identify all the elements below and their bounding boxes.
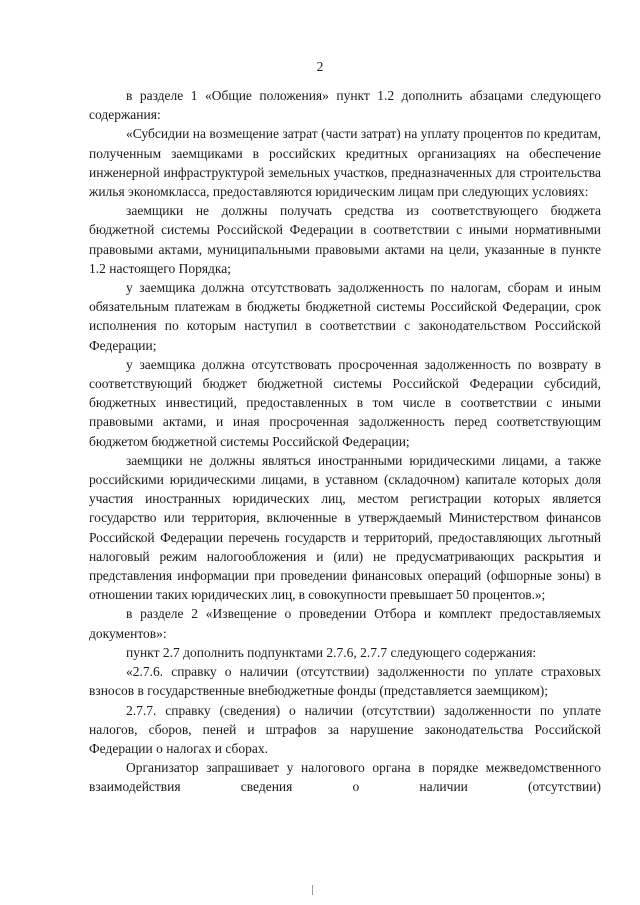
paragraph-clause-2-7-6: «2.7.6. справку о наличии (отсутствии) задолженности по уплате страховых взносов в государственные внебюджетные фонды (представляется заемщиком); bbox=[89, 664, 601, 699]
paragraph-section2-intro: в разделе 2 «Извещение о проведении Отбора и комплект предоставляемых документов»: bbox=[89, 606, 601, 641]
paragraph-condition-no-budget-funds: заемщики не должны получать средства из соответствующего бюджета бюджетной системы Российской Федерации в соответствии с иными нормативными правовыми актами, муниципальными правовыми актами на цели, указанные в пункте 1.2 настоящего Порядка; bbox=[89, 203, 601, 276]
paragraph-organizer-request: Организатор запрашивает у налогового органа в порядке межведомственного взаимодействия сведения о наличии (отсутствии) bbox=[89, 760, 601, 795]
paragraph-condition-not-foreign: заемщики не должны являться иностранными юридическими лицами, а также российскими юридическими лицами, в уставном (складочном) капитале которых доля участия иностранных юридических лиц, местом регистрации которых является государство или территория, включенные в утверждаемый Министерством финансов Российской Федерации перечень государств и территорий, предоставляющих льготный налоговый режим налогообложения и (или) не предусматривающих раскрытия и представления информации при проведении финансовых операций (офшорные зоны) в отношении таких юридических лиц, в совокупности превышает 50 процентов.»; bbox=[89, 452, 601, 603]
paragraph-condition-no-overdue-debt: у заемщика должна отсутствовать просроченная задолженность по возврату в соответствующий бюджет бюджетной системы Российской Федерации субсидий, бюджетных инвестиций, предоставленных в том числе в соответствии с иными правовыми актами, и иная просроченная задолженность перед соответствующим бюджетом бюджетной системы Российской Федерации; bbox=[89, 356, 601, 449]
paragraph-section1-intro: в разделе 1 «Общие положения» пункт 1.2 дополнить абзацами следующего содержания: bbox=[89, 88, 601, 123]
scan-edge-mark bbox=[312, 885, 313, 895]
paragraph-clause-2-7: пункт 2.7 дополнить подпунктами 2.7.6, 2.7.7 следующего содержания: bbox=[126, 644, 537, 660]
document-body bbox=[89, 86, 601, 797]
paragraph-subsidy-conditions: «Субсидии на возмещение затрат (части затрат) на уплату процентов по кредитам, полученным заемщиками в российских кредитных организациях на обеспечение инженерной инфраструктурой земельных участков, предназначенных для строительства жилья экономкласса, предоставляются юридическим лицам при следующих условиях: bbox=[89, 126, 601, 200]
paragraph-condition-no-tax-debt: у заемщика должна отсутствовать задолженность по налогам, сборам и иным обязательным платежам в бюджеты бюджетной системы Российской Федерации, срок исполнения по которым наступил в соответствии с законодательством Российской Федерации; bbox=[89, 280, 601, 353]
page-number: 2 bbox=[316, 59, 324, 74]
paragraph-clause-2-7-7: 2.7.7. справку (сведения) о наличии (отсутствии) задолженности по уплате налогов, сборов, пеней и штрафов за нарушение законодательства Российской Федерации о налогах и сборах. bbox=[89, 702, 601, 756]
